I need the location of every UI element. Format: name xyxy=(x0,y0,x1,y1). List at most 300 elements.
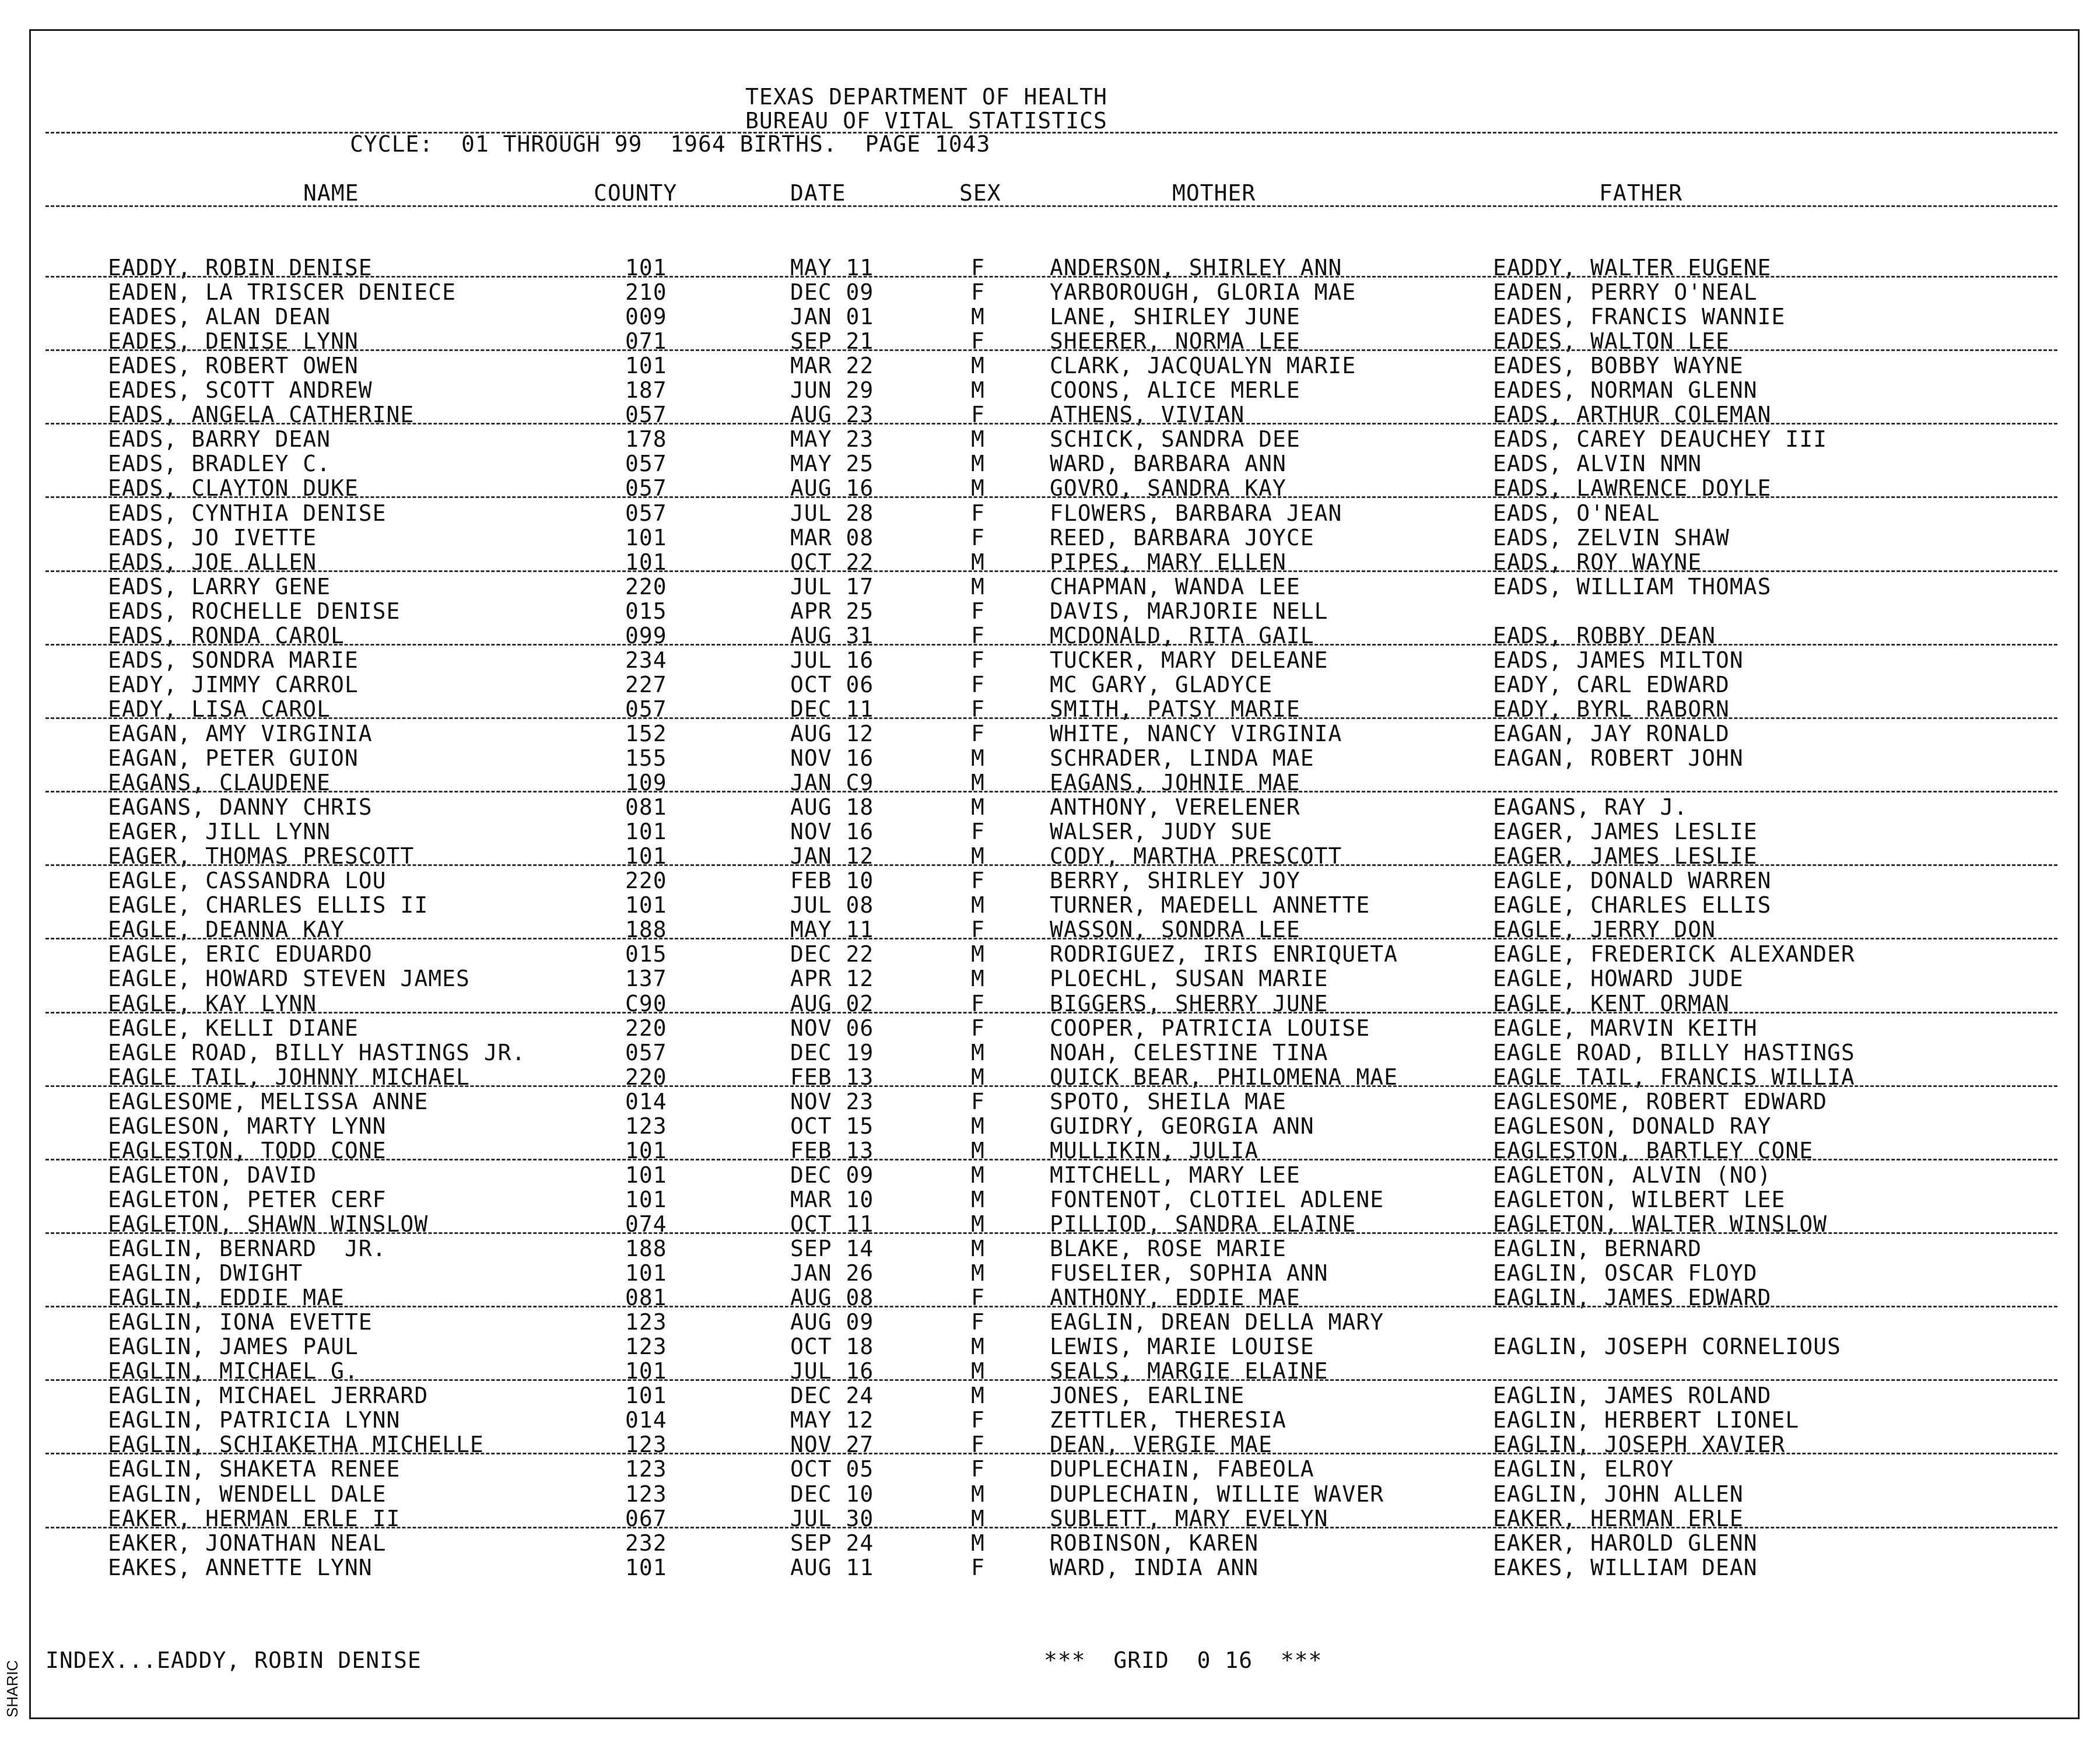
cell-father: EAGLE, FREDERICK ALEXANDER xyxy=(1493,941,1855,967)
cell-date: JUL 16 xyxy=(790,1358,874,1384)
cell-county: 101 xyxy=(625,843,667,870)
cell-name: EADES, ALAN DEAN xyxy=(108,304,331,330)
cell-county: 101 xyxy=(625,549,667,575)
cell-name: EADS, SONDRA MARIE xyxy=(108,647,359,673)
cell-date: AUG 18 xyxy=(790,794,874,821)
cell-sex: F xyxy=(971,647,985,673)
cell-date: MAY 12 xyxy=(790,1407,874,1433)
cell-father: EAGLETON, ALVIN (NO) xyxy=(1493,1162,1772,1188)
cell-sex: M xyxy=(971,1530,985,1556)
cell-mother: WALSER, JUDY SUE xyxy=(1050,819,1273,845)
cell-county: 152 xyxy=(625,720,667,746)
cell-county: 009 xyxy=(625,304,667,330)
cell-date: DEC 09 xyxy=(790,1162,874,1188)
table-row xyxy=(0,1408,2100,1432)
cell-county: 101 xyxy=(625,1137,667,1163)
cell-name: EADEN, LA TRISCER DENIECE xyxy=(108,279,456,306)
cell-name: EAGLE, ERIC EDUARDO xyxy=(108,941,373,967)
row-group-divider xyxy=(45,1453,2057,1454)
cell-mother: SEALS, MARGIE ELAINE xyxy=(1050,1358,1328,1384)
cell-date: DEC 24 xyxy=(790,1383,874,1409)
row-group-divider xyxy=(45,644,2057,646)
table-row xyxy=(0,819,2100,844)
cell-mother: WARD, BARBARA ANN xyxy=(1050,451,1286,477)
table-row xyxy=(0,648,2100,672)
cell-father: EADS, LAWRENCE DOYLE xyxy=(1493,475,1772,502)
table-row xyxy=(0,451,2100,476)
cell-mother: CLARK, JACQUALYN MARIE xyxy=(1050,353,1356,379)
table-row xyxy=(0,1261,2100,1285)
cell-name: EAGAN, PETER GUION xyxy=(108,745,359,771)
cell-mother: BERRY, SHIRLEY JOY xyxy=(1050,868,1300,894)
cell-county: 232 xyxy=(625,1530,667,1556)
cell-date: AUG 23 xyxy=(790,402,874,428)
cell-name: EADS, JO IVETTE xyxy=(108,524,317,551)
cell-county: 101 xyxy=(625,892,667,918)
table-row xyxy=(0,501,2100,525)
cell-father: EAGLIN, JAMES ROLAND xyxy=(1493,1383,1772,1409)
cell-county: 057 xyxy=(625,1039,667,1065)
table-row xyxy=(0,1163,2100,1187)
cell-sex: M xyxy=(971,1162,985,1188)
cell-county: 057 xyxy=(625,500,667,526)
cell-mother: COOPER, PATRICIA LOUISE xyxy=(1050,1015,1370,1041)
cell-county: 101 xyxy=(625,1383,667,1409)
table-row xyxy=(0,1383,2100,1408)
cell-father: EADS, ARTHUR COLEMAN xyxy=(1493,402,1772,428)
cell-name: EAGLIN, SHAKETA RENEE xyxy=(108,1456,401,1482)
cell-sex: F xyxy=(971,696,985,722)
row-group-divider xyxy=(45,938,2057,939)
cell-date: AUG 16 xyxy=(790,475,874,502)
cell-name: EAGLETON, PETER CERF xyxy=(108,1186,387,1212)
row-group-divider xyxy=(45,1306,2057,1307)
cell-mother: CODY, MARTHA PRESCOTT xyxy=(1050,843,1342,870)
cell-father: EADES, NORMAN GLENN xyxy=(1493,377,1758,404)
cell-sex: M xyxy=(971,1137,985,1163)
cell-county: 101 xyxy=(625,353,667,379)
row-group-divider xyxy=(45,349,2057,351)
cell-county: 178 xyxy=(625,426,667,453)
cell-name: EAGLIN, WENDELL DALE xyxy=(108,1481,387,1507)
cell-county: 234 xyxy=(625,647,667,673)
cell-mother: GOVRO, SANDRA KAY xyxy=(1050,475,1286,502)
cell-date: NOV 16 xyxy=(790,745,874,771)
cell-sex: M xyxy=(971,573,985,599)
cell-name: EAGLIN, PATRICIA LYNN xyxy=(108,1407,401,1433)
cell-father: EADS, WILLIAM THOMAS xyxy=(1493,573,1772,599)
cell-county: 220 xyxy=(625,1064,667,1090)
cell-date: MAY 11 xyxy=(790,917,874,943)
cell-father: EAGLIN, ELROY xyxy=(1493,1456,1674,1482)
cell-sex: F xyxy=(971,598,985,624)
cell-father: EAGLIN, HERBERT LIONEL xyxy=(1493,1407,1800,1433)
cell-father: EAGLIN, JOHN ALLEN xyxy=(1493,1481,1744,1507)
cell-father: EAKER, HERMAN ERLE xyxy=(1493,1505,1744,1531)
cell-county: C90 xyxy=(625,990,667,1016)
cell-mother: TUCKER, MARY DELEANE xyxy=(1050,647,1328,673)
cell-sex: M xyxy=(971,426,985,453)
cell-date: OCT 11 xyxy=(790,1211,874,1237)
row-group-divider xyxy=(45,496,2057,498)
cell-sex: M xyxy=(971,794,985,821)
cell-mother: WHITE, NANCY VIRGINIA xyxy=(1050,720,1342,746)
cell-name: EADS, ANGELA CATHERINE xyxy=(108,402,415,428)
cell-date: JUL 30 xyxy=(790,1505,874,1531)
cell-date: DEC 22 xyxy=(790,941,874,967)
cell-name: EAGLIN, JAMES PAUL xyxy=(108,1334,359,1360)
department-title: TEXAS DEPARTMENT OF HEALTH xyxy=(745,84,1107,110)
cell-father: EAGLIN, JOSEPH CORNELIOUS xyxy=(1493,1334,1841,1360)
cell-father: EAGLE ROAD, BILLY HASTINGS xyxy=(1493,1039,1855,1065)
cell-father: EADS, JAMES MILTON xyxy=(1493,647,1744,673)
cell-father: EAGER, JAMES LESLIE xyxy=(1493,843,1758,870)
column-header-divider xyxy=(45,205,2057,207)
cell-date: OCT 15 xyxy=(790,1113,874,1139)
cell-name: EADS, LARRY GENE xyxy=(108,573,331,599)
table-row xyxy=(0,966,2100,991)
cell-county: 188 xyxy=(625,1236,667,1261)
table-row xyxy=(0,942,2100,966)
cell-father: EAGLIN, JOSEPH XAVIER xyxy=(1493,1432,1786,1458)
cell-mother: NOAH, CELESTINE TINA xyxy=(1050,1039,1328,1065)
cell-father: EADDY, WALTER EUGENE xyxy=(1493,255,1772,281)
cell-name: EAGLE, DEANNA KAY xyxy=(108,917,345,943)
cell-mother: MULLIKIN, JULIA xyxy=(1050,1137,1259,1163)
cell-county: 123 xyxy=(625,1334,667,1360)
cell-name: EADS, BRADLEY C. xyxy=(108,451,331,477)
cell-county: 187 xyxy=(625,377,667,404)
cell-sex: F xyxy=(971,402,985,428)
cell-county: 074 xyxy=(625,1211,667,1237)
cell-mother: LEWIS, MARIE LOUISE xyxy=(1050,1334,1314,1360)
cell-date: DEC 19 xyxy=(790,1039,874,1065)
cell-date: JUL 16 xyxy=(790,647,874,673)
cell-date: NOV 16 xyxy=(790,819,874,845)
cell-county: 210 xyxy=(625,279,667,306)
cell-sex: F xyxy=(971,1309,985,1335)
cell-mother: DUPLECHAIN, WILLIE WAVER xyxy=(1050,1481,1384,1507)
cell-sex: M xyxy=(971,745,985,771)
cell-father: EADY, CARL EDWARD xyxy=(1493,671,1730,697)
cell-date: FEB 10 xyxy=(790,868,874,894)
cell-date: NOV 23 xyxy=(790,1088,874,1114)
cell-name: EAGLIN, EDDIE MAE xyxy=(108,1285,345,1311)
cell-father: EAGLETON, WILBERT LEE xyxy=(1493,1186,1786,1212)
cell-mother: EAGLIN, DREAN DELLA MARY xyxy=(1050,1309,1384,1335)
cell-county: 101 xyxy=(625,1162,667,1188)
cell-date: JAN 12 xyxy=(790,843,874,870)
cell-sex: F xyxy=(971,819,985,845)
cell-mother: WASSON, SONDRA LEE xyxy=(1050,917,1300,943)
cell-mother: FONTENOT, CLOTIEL ADLENE xyxy=(1050,1186,1384,1212)
cell-sex: F xyxy=(971,868,985,894)
cell-father: EADES, BOBBY WAYNE xyxy=(1493,353,1744,379)
cell-name: EADS, CLAYTON DUKE xyxy=(108,475,359,502)
cell-name: EAGLE, HOWARD STEVEN JAMES xyxy=(108,966,470,992)
column-header-father: FATHER xyxy=(1599,180,1683,206)
column-header-mother: MOTHER xyxy=(1172,180,1256,206)
cell-date: SEP 14 xyxy=(790,1236,874,1261)
cell-sex: M xyxy=(971,1334,985,1360)
column-header-sex: SEX xyxy=(959,180,1001,206)
cell-county: 057 xyxy=(625,475,667,502)
cell-date: FEB 13 xyxy=(790,1137,874,1163)
cell-county: 101 xyxy=(625,524,667,551)
cell-date: MAY 23 xyxy=(790,426,874,453)
cell-date: OCT 05 xyxy=(790,1456,874,1482)
cell-father: EADES, FRANCIS WANNIE xyxy=(1493,304,1786,330)
cell-name: EAGLESON, MARTY LYNN xyxy=(108,1113,387,1139)
cell-date: AUG 31 xyxy=(790,622,874,648)
cell-father: EAGLE, KENT ORMAN xyxy=(1493,990,1730,1016)
row-group-divider xyxy=(45,1232,2057,1234)
cell-sex: F xyxy=(971,255,985,281)
cell-name: EAGANS, DANNY CHRIS xyxy=(108,794,373,821)
cell-mother: EAGANS, JOHNIE MAE xyxy=(1050,770,1300,796)
cell-date: DEC 11 xyxy=(790,696,874,722)
cell-county: 123 xyxy=(625,1432,667,1458)
cell-father: EADS, CAREY DEAUCHEY III xyxy=(1493,426,1828,453)
cell-mother: FLOWERS, BARBARA JEAN xyxy=(1050,500,1342,526)
cell-date: FEB 13 xyxy=(790,1064,874,1090)
cell-date: DEC 09 xyxy=(790,279,874,306)
cell-date: APR 25 xyxy=(790,598,874,624)
cell-name: EAGLETON, DAVID xyxy=(108,1162,317,1188)
cell-father: EAGER, JAMES LESLIE xyxy=(1493,819,1758,845)
table-row xyxy=(0,427,2100,451)
cell-sex: F xyxy=(971,917,985,943)
table-row xyxy=(0,1555,2100,1580)
cell-mother: PILLIOD, SANDRA ELAINE xyxy=(1050,1211,1356,1237)
cell-date: JUN 29 xyxy=(790,377,874,404)
table-row xyxy=(0,721,2100,746)
cell-mother: MC GARY, GLADYCE xyxy=(1050,671,1273,697)
index-label: INDEX...EADDY, ROBIN DENISE xyxy=(45,1647,422,1673)
cell-father: EAGLE, CHARLES ELLIS xyxy=(1493,892,1772,918)
cell-sex: M xyxy=(971,304,985,330)
cell-father: EAGLESON, DONALD RAY xyxy=(1493,1113,1772,1139)
cell-mother: FUSELIER, SOPHIA ANN xyxy=(1050,1260,1328,1286)
cell-sex: M xyxy=(971,549,985,575)
cell-name: EAGAN, AMY VIRGINIA xyxy=(108,720,373,746)
table-row xyxy=(0,1334,2100,1359)
cell-date: MAR 10 xyxy=(790,1186,874,1212)
cell-father: EAKES, WILLIAM DEAN xyxy=(1493,1554,1758,1580)
cell-father: EAGLE, DONALD WARREN xyxy=(1493,868,1772,894)
cell-date: AUG 12 xyxy=(790,720,874,746)
table-row xyxy=(0,1089,2100,1114)
cell-father: EADS, O'NEAL xyxy=(1493,500,1660,526)
table-row xyxy=(0,1114,2100,1138)
cell-mother: TURNER, MAEDELL ANNETTE xyxy=(1050,892,1370,918)
cell-mother: SMITH, PATSY MARIE xyxy=(1050,696,1300,722)
cell-mother: ATHENS, VIVIAN xyxy=(1050,402,1245,428)
column-header-name: NAME xyxy=(303,180,359,206)
table-row xyxy=(0,1310,2100,1334)
cell-sex: M xyxy=(971,1481,985,1507)
cell-county: 220 xyxy=(625,1015,667,1041)
cell-sex: F xyxy=(971,1088,985,1114)
cell-name: EAGLIN, SCHIAKETHA MICHELLE xyxy=(108,1432,484,1458)
cell-mother: ZETTLER, THERESIA xyxy=(1050,1407,1286,1433)
cell-mother: REED, BARBARA JOYCE xyxy=(1050,524,1314,551)
table-row xyxy=(0,746,2100,770)
cell-county: 155 xyxy=(625,745,667,771)
cell-name: EAGER, JILL LYNN xyxy=(108,819,331,845)
cell-father: EADES, WALTON LEE xyxy=(1493,328,1730,355)
table-row xyxy=(0,893,2100,917)
cell-sex: F xyxy=(971,1015,985,1041)
cell-mother: SUBLETT, MARY EVELYN xyxy=(1050,1505,1328,1531)
cell-sex: F xyxy=(971,990,985,1016)
cell-name: EAGLIN, MICHAEL G. xyxy=(108,1358,359,1384)
cell-county: 109 xyxy=(625,770,667,796)
cell-county: 057 xyxy=(625,451,667,477)
cell-county: 081 xyxy=(625,794,667,821)
table-row xyxy=(0,795,2100,819)
row-group-divider xyxy=(45,717,2057,719)
cell-sex: F xyxy=(971,279,985,306)
cell-mother: ANTHONY, EDDIE MAE xyxy=(1050,1285,1300,1311)
cell-mother: ANTHONY, VERELENER xyxy=(1050,794,1300,821)
cell-name: EAGLIN, DWIGHT xyxy=(108,1260,303,1286)
cell-sex: M xyxy=(971,1186,985,1212)
cell-mother: BLAKE, ROSE MARIE xyxy=(1050,1236,1286,1261)
cell-date: JAN 01 xyxy=(790,304,874,330)
table-row xyxy=(0,304,2100,329)
cell-father: EAGLE TAIL, FRANCIS WILLIA xyxy=(1493,1064,1855,1090)
cell-sex: M xyxy=(971,475,985,502)
cell-sex: M xyxy=(971,1260,985,1286)
cell-sex: F xyxy=(971,500,985,526)
cell-father: EAGLESTON, BARTLEY CONE xyxy=(1493,1137,1814,1163)
cell-sex: M xyxy=(971,892,985,918)
cell-date: MAY 11 xyxy=(790,255,874,281)
cell-county: 101 xyxy=(625,819,667,845)
cell-sex: M xyxy=(971,353,985,379)
cell-mother: MCDONALD, RITA GAIL xyxy=(1050,622,1314,648)
cell-name: EAGER, THOMAS PRESCOTT xyxy=(108,843,415,870)
cell-date: SEP 21 xyxy=(790,328,874,355)
cell-county: 099 xyxy=(625,622,667,648)
cell-county: 101 xyxy=(625,1358,667,1384)
cell-county: 123 xyxy=(625,1309,667,1335)
cell-sex: M xyxy=(971,451,985,477)
cell-county: 057 xyxy=(625,696,667,722)
cell-mother: YARBOROUGH, GLORIA MAE xyxy=(1050,279,1356,306)
cell-name: EAGLESTON, TODD CONE xyxy=(108,1137,387,1163)
cell-county: 057 xyxy=(625,402,667,428)
cell-sex: M xyxy=(971,941,985,967)
cell-county: 014 xyxy=(625,1088,667,1114)
cell-date: APR 12 xyxy=(790,966,874,992)
cell-date: OCT 06 xyxy=(790,671,874,697)
cell-county: 220 xyxy=(625,868,667,894)
cell-mother: ROBINSON, KAREN xyxy=(1050,1530,1259,1556)
table-row xyxy=(0,1482,2100,1506)
cell-date: DEC 10 xyxy=(790,1481,874,1507)
table-row xyxy=(0,599,2100,623)
table-row xyxy=(0,1016,2100,1040)
cell-father: EAGAN, ROBERT JOHN xyxy=(1493,745,1744,771)
cell-name: EAKER, JONATHAN NEAL xyxy=(108,1530,387,1556)
row-group-divider xyxy=(45,570,2057,572)
cell-father: EAGLE, JERRY DON xyxy=(1493,917,1716,943)
cell-mother: MITCHELL, MARY LEE xyxy=(1050,1162,1300,1188)
cell-father: EAGLE, MARVIN KEITH xyxy=(1493,1015,1758,1041)
cell-name: EADES, SCOTT ANDREW xyxy=(108,377,373,404)
cell-date: AUG 02 xyxy=(790,990,874,1016)
cell-mother: DUPLECHAIN, FABEOLA xyxy=(1050,1456,1314,1482)
cell-name: EAGLIN, IONA EVETTE xyxy=(108,1309,373,1335)
row-group-divider xyxy=(45,791,2057,793)
row-group-divider xyxy=(45,276,2057,278)
cell-name: EAGLE, CASSANDRA LOU xyxy=(108,868,387,894)
cell-father: EADY, BYRL RABORN xyxy=(1493,696,1730,722)
bureau-title: BUREAU OF VITAL STATISTICS xyxy=(745,108,1107,134)
cell-date: JAN 26 xyxy=(790,1260,874,1286)
table-row xyxy=(0,574,2100,599)
cell-county: 188 xyxy=(625,917,667,943)
table-row xyxy=(0,1457,2100,1481)
cell-date: OCT 18 xyxy=(790,1334,874,1360)
cell-sex: F xyxy=(971,671,985,697)
cell-mother: SCHICK, SANDRA DEE xyxy=(1050,426,1300,453)
cell-mother: BIGGERS, SHERRY JUNE xyxy=(1050,990,1328,1016)
cell-mother: PIPES, MARY ELLEN xyxy=(1050,549,1286,575)
cell-name: EAGLIN, MICHAEL JERRARD xyxy=(108,1383,429,1409)
cell-county: 071 xyxy=(625,328,667,355)
cell-father: EAGLIN, OSCAR FLOYD xyxy=(1493,1260,1758,1286)
cell-name: EADS, CYNTHIA DENISE xyxy=(108,500,387,526)
cell-date: AUG 09 xyxy=(790,1309,874,1335)
row-group-divider xyxy=(45,1085,2057,1087)
cell-sex: F xyxy=(971,1407,985,1433)
cell-county: 101 xyxy=(625,1554,667,1580)
cell-father: EAGLIN, BERNARD xyxy=(1493,1236,1702,1261)
cell-date: NOV 06 xyxy=(790,1015,874,1041)
cell-date: JUL 08 xyxy=(790,892,874,918)
cell-date: JAN C9 xyxy=(790,770,874,796)
cell-county: 220 xyxy=(625,573,667,599)
row-group-divider xyxy=(45,864,2057,866)
cell-name: EAKES, ANNETTE LYNN xyxy=(108,1554,373,1580)
row-group-divider xyxy=(45,423,2057,425)
table-row xyxy=(0,525,2100,550)
table-row xyxy=(0,1187,2100,1212)
header-divider xyxy=(45,132,2057,134)
cell-father: EAGAN, JAY RONALD xyxy=(1493,720,1730,746)
cell-mother: CHAPMAN, WANDA LEE xyxy=(1050,573,1300,599)
cell-sex: F xyxy=(971,1432,985,1458)
cell-mother: SHEERER, NORMA LEE xyxy=(1050,328,1300,355)
table-row xyxy=(0,672,2100,697)
cell-name: EAGLE TAIL, JOHNNY MICHAEL xyxy=(108,1064,470,1090)
cell-county: 137 xyxy=(625,966,667,992)
cell-sex: M xyxy=(971,1064,985,1090)
cell-name: EAKER, HERMAN ERLE II xyxy=(108,1505,401,1531)
column-header-county: COUNTY xyxy=(594,180,678,206)
cell-county: 081 xyxy=(625,1285,667,1311)
cell-mother: ANDERSON, SHIRLEY ANN xyxy=(1050,255,1342,281)
cell-father: EAGLETON, WALTER WINSLOW xyxy=(1493,1211,1828,1237)
cell-sex: F xyxy=(971,524,985,551)
cell-sex: M xyxy=(971,843,985,870)
row-group-divider xyxy=(45,1527,2057,1528)
cell-mother: SPOTO, SHEILA MAE xyxy=(1050,1088,1286,1114)
cell-mother: GUIDRY, GEORGIA ANN xyxy=(1050,1113,1314,1139)
